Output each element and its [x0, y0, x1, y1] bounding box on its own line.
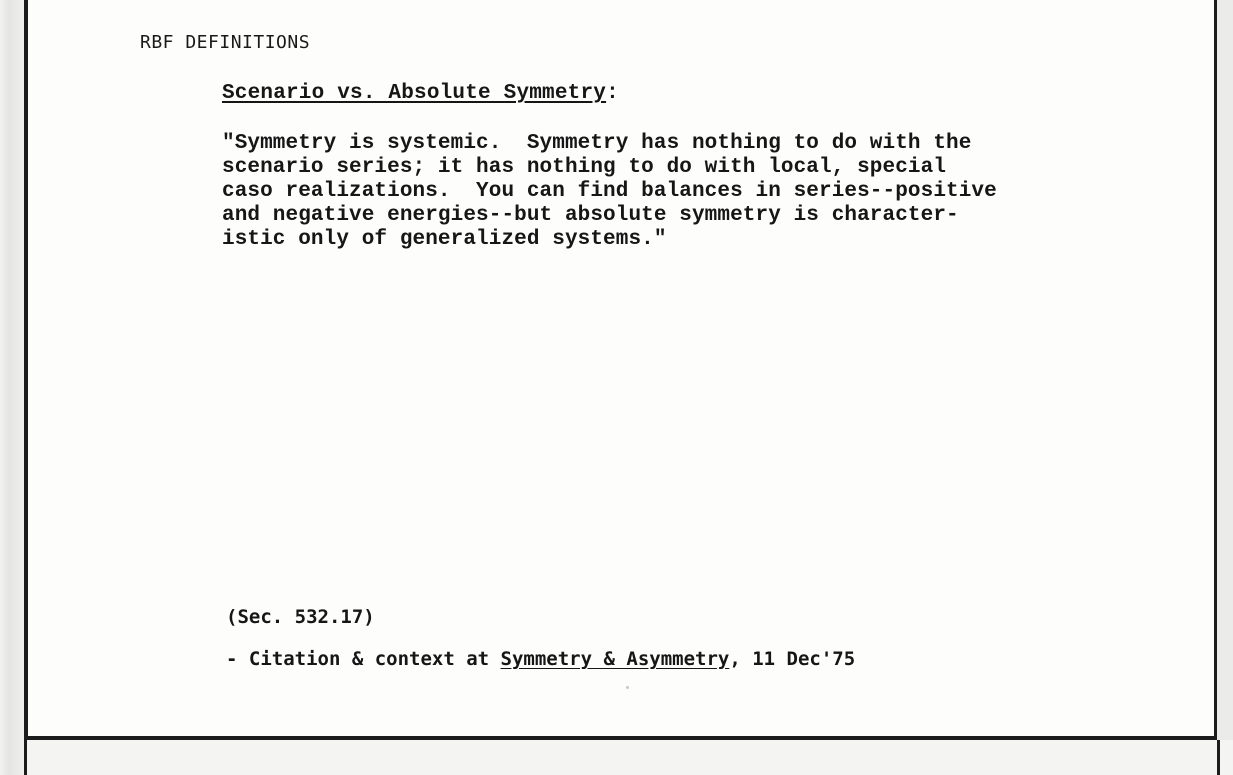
card-heading: RBF DEFINITIONS	[140, 32, 311, 53]
citation-line	[226, 648, 855, 670]
card-right-border	[1217, 740, 1220, 775]
quote-line: caso realizations. You can find balances in series--positive	[222, 180, 997, 203]
entry-title	[222, 82, 619, 105]
quote-line: and negative energies--but absolute symmetry is character-	[222, 204, 959, 227]
entry-title-text: Scenario vs. Absolute Symmetry	[222, 82, 607, 105]
quote-line: "Symmetry is systemic. Symmetry has nothing to do with the	[222, 132, 972, 155]
definition-quote	[222, 132, 997, 252]
quote-line: istic only of generalized systems."	[222, 228, 667, 251]
citation-link[interactable]: Symmetry & Asymmetry	[500, 648, 730, 670]
citation-prefix: - Citation & context at	[226, 648, 501, 670]
citation-date: , 11 Dec'75	[729, 648, 856, 670]
quote-line: scenario series; it has nothing to do with local, special	[222, 156, 947, 179]
scan-margin	[0, 0, 24, 775]
next-card-edge	[24, 740, 1233, 775]
scan-speck	[626, 686, 629, 689]
entry-title-colon: :	[606, 82, 619, 105]
section-reference: (Sec. 532.17)	[226, 606, 375, 628]
definition-card	[24, 0, 1217, 740]
